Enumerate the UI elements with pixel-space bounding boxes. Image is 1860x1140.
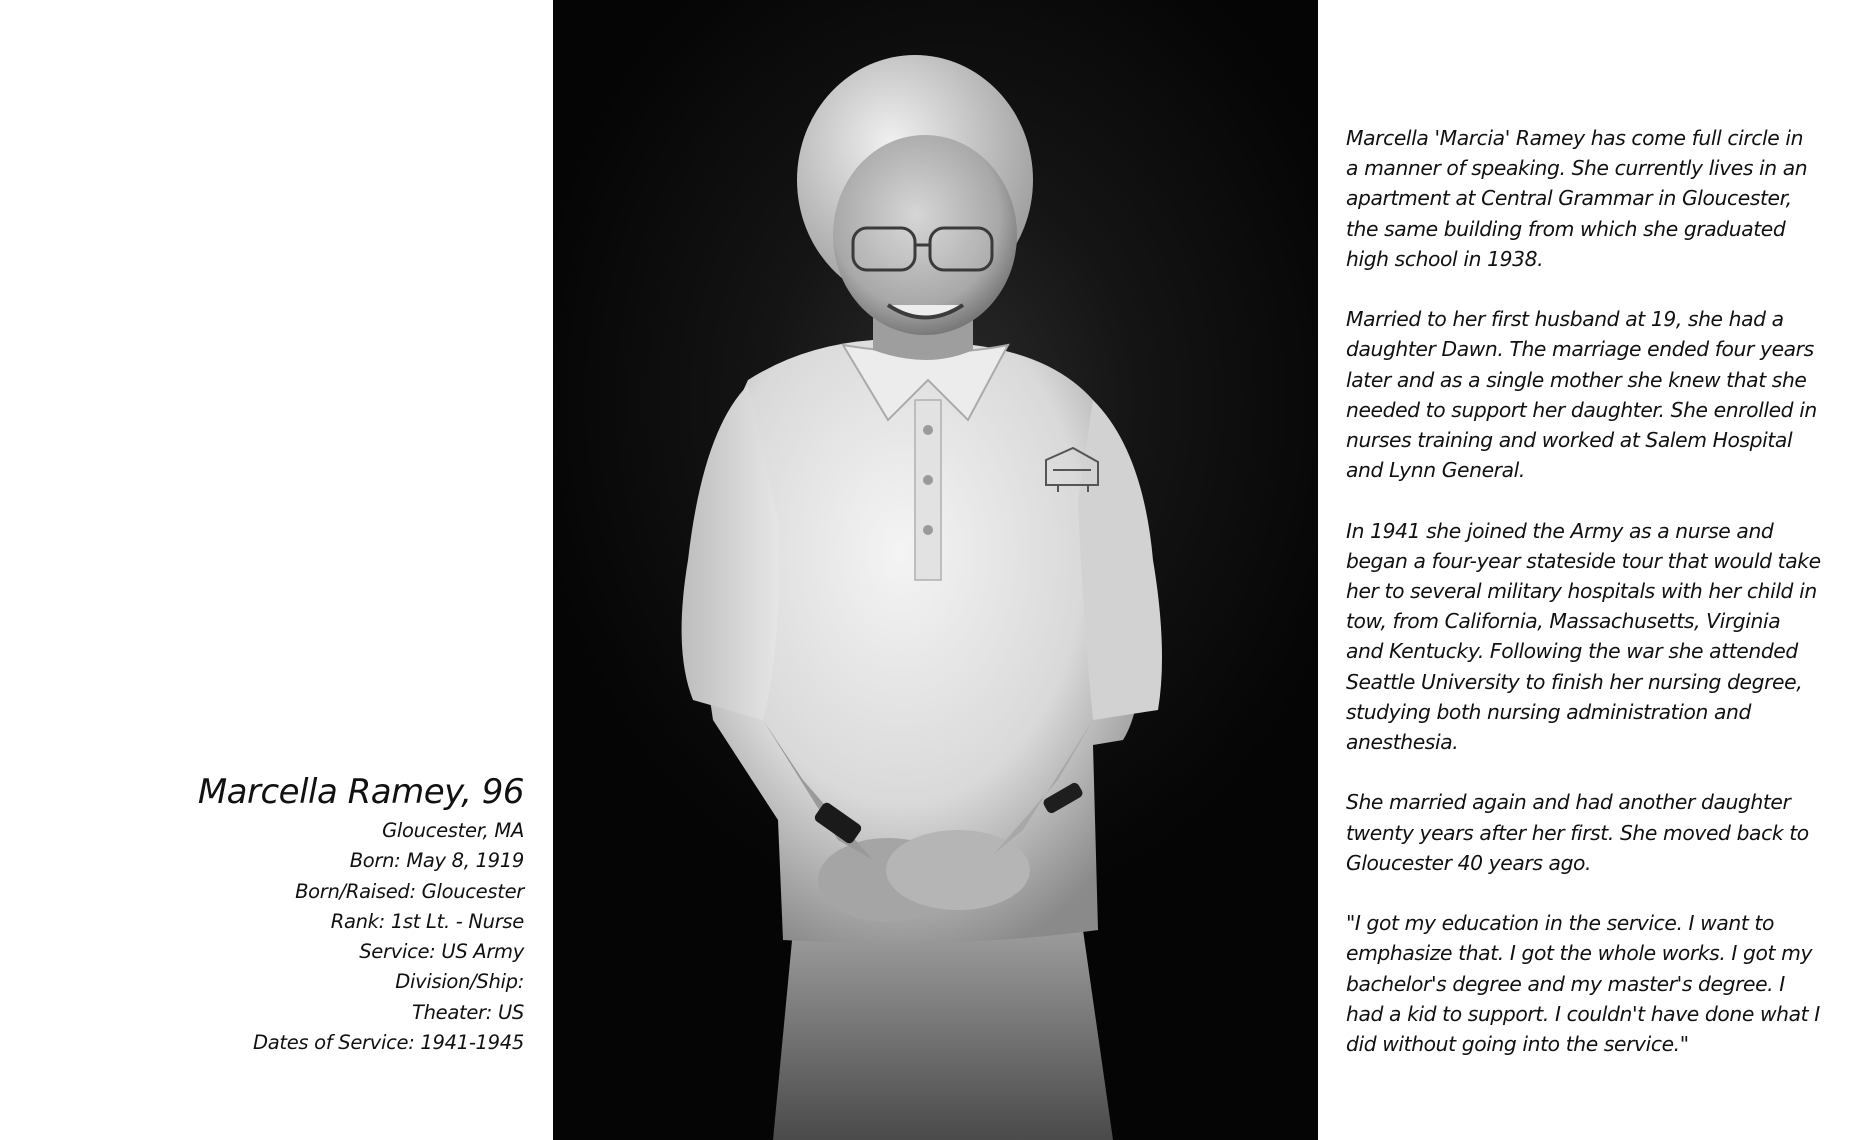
shirt-button bbox=[923, 525, 933, 535]
biography-paragraph: In 1941 she joined the Army as a nurse and began a four-year stateside tour that would take her to several military hospitals with her child in tow, from California, Massachusetts, Virginia and Kentucky. Following the war she attended Seattle University to finish her nursing degree, studying both nursing administration and anesthesia. bbox=[1346, 518, 1821, 755]
born-raised: Born/Raised: Gloucester bbox=[295, 879, 524, 903]
portrait-figure bbox=[553, 0, 1318, 1140]
shirt-button bbox=[923, 475, 933, 485]
birth-date: Born: May 8, 1919 bbox=[349, 849, 524, 873]
division-ship: Division/Ship: bbox=[395, 970, 524, 994]
biography-quote: "I got my education in the service. I want to emphasize that. I got the whole works. I got my bachelor's degree and my master's degree. I had a kid to support. I couldn't have done what I did without going into the service." bbox=[1346, 911, 1820, 1057]
portrait-caption bbox=[0, 770, 524, 1058]
portrait-photo bbox=[553, 0, 1318, 1140]
subject-name: Marcella Ramey, 96 bbox=[197, 772, 524, 812]
dates-of-service: Dates of Service: 1941-1945 bbox=[253, 1031, 524, 1055]
biography-text bbox=[1346, 123, 1821, 1089]
biography-paragraph: Married to her first husband at 19, she had a daughter Dawn. The marriage ended four years later and as a single mother she knew that she needed to support her daughter. She enrolled in nurses training and worked at Salem Hospital and Lynn General. bbox=[1346, 307, 1817, 483]
biography-paragraph: Marcella 'Marcia' Ramey has come full circle in a manner of speaking. She currently lives in an apartment at Central Grammar in Gloucester, the same building from which she graduated high school in 1938. bbox=[1346, 126, 1808, 271]
biography-paragraph: She married again and had another daughter twenty years after her first. She moved back to Gloucester 40 years ago. bbox=[1346, 790, 1809, 875]
service-branch: Service: US Army bbox=[359, 940, 524, 964]
shirt-button bbox=[923, 425, 933, 435]
theater: Theater: US bbox=[412, 1000, 524, 1024]
pants bbox=[773, 930, 1113, 1140]
rank: Rank: 1st Lt. - Nurse bbox=[330, 909, 524, 933]
hometown: Gloucester, MA bbox=[382, 819, 524, 842]
right-sleeve bbox=[1078, 400, 1162, 720]
